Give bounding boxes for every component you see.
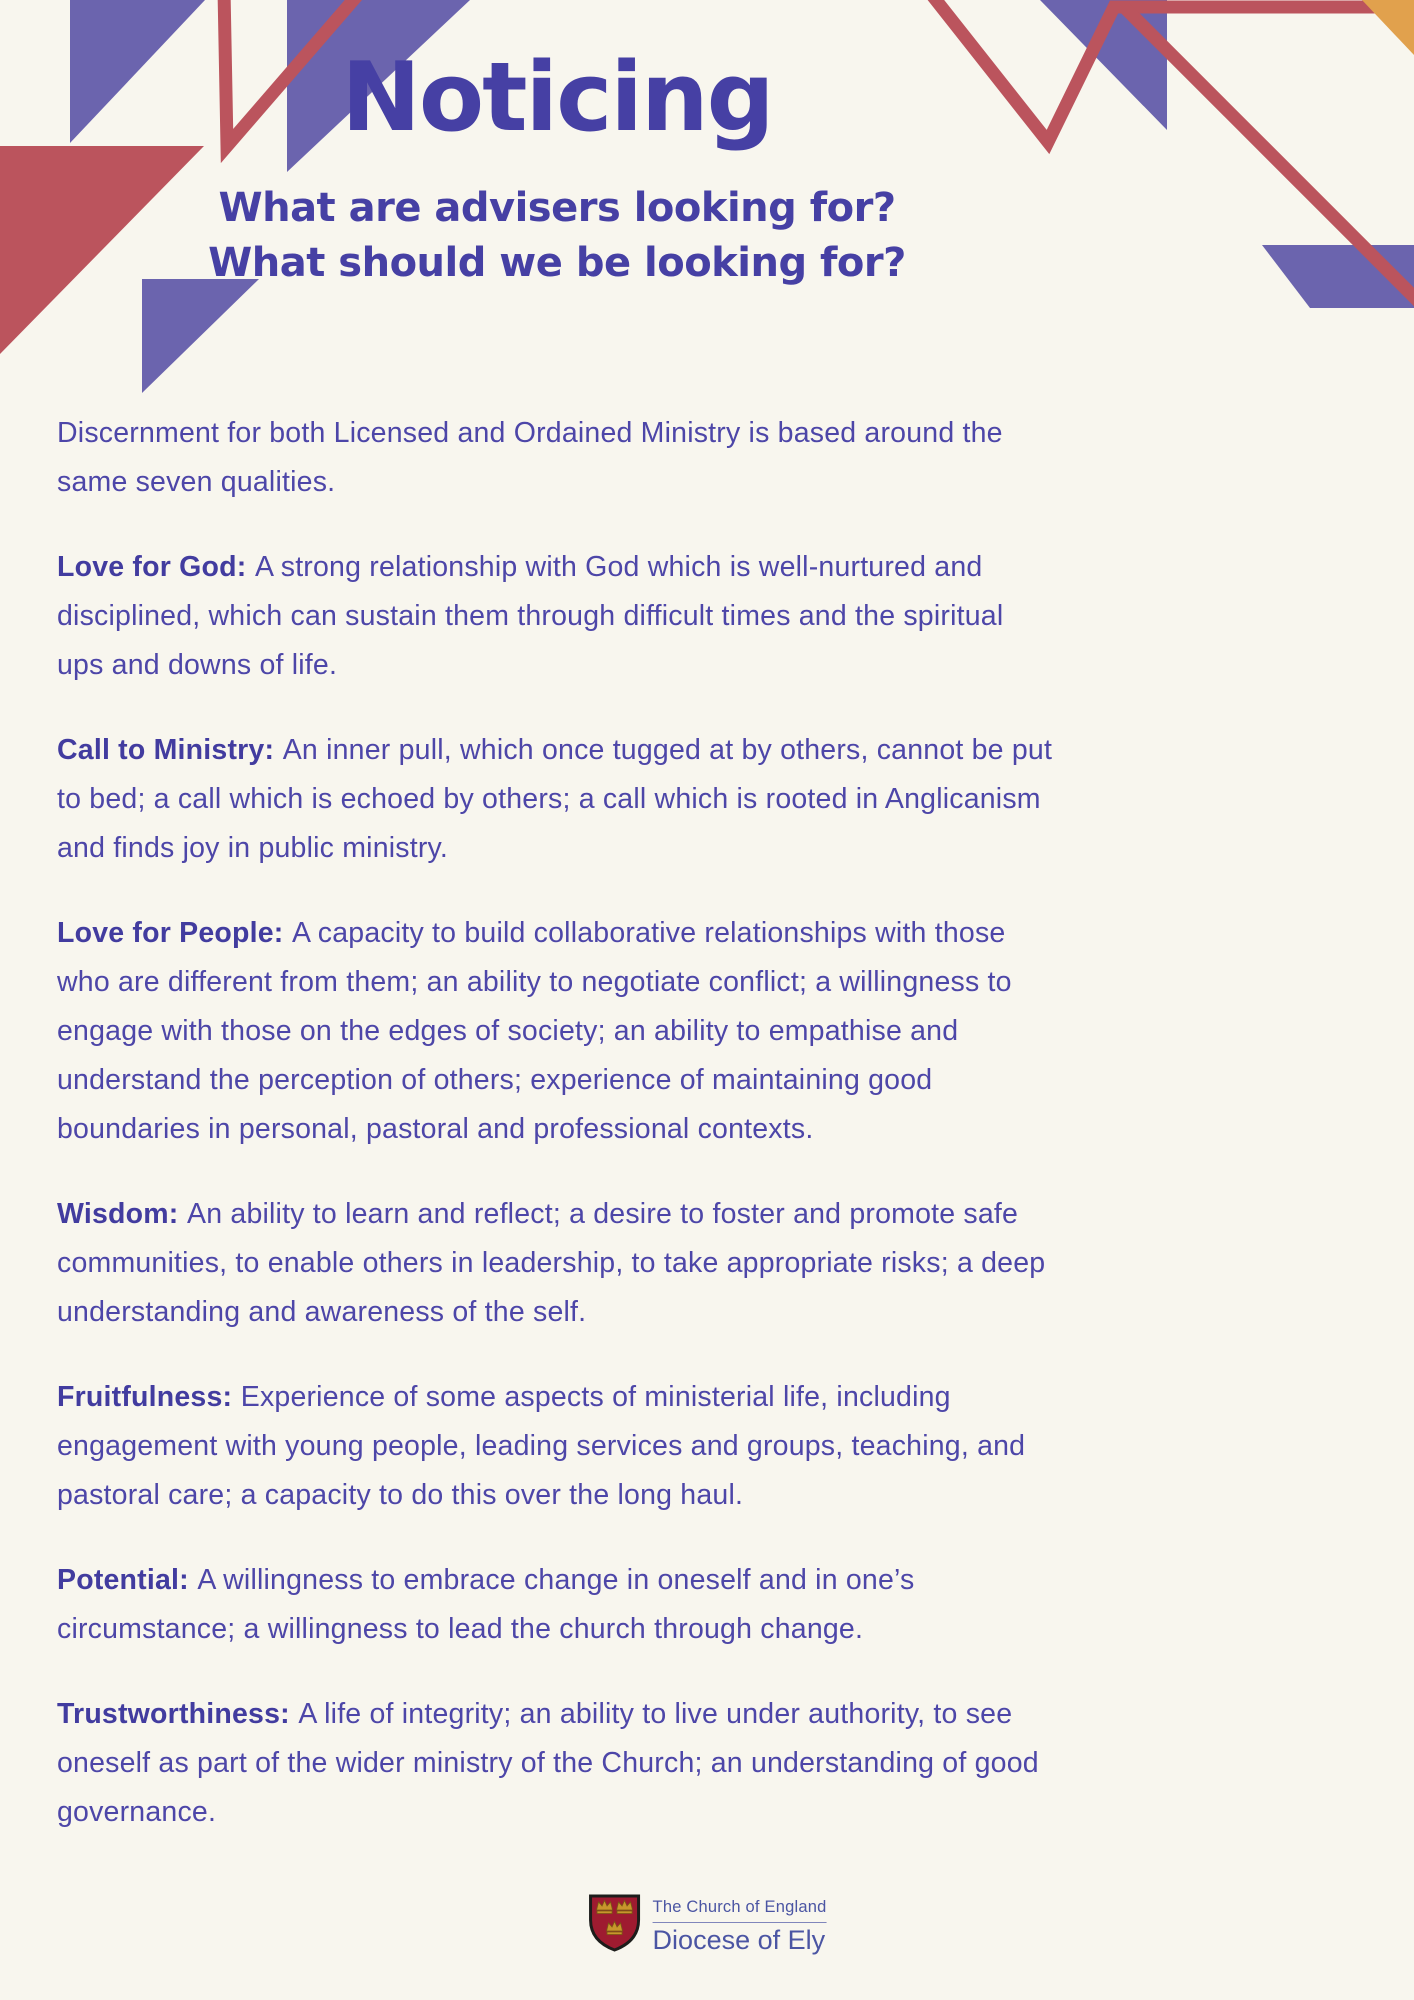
- quality-label: Potential:: [57, 1563, 189, 1596]
- intro-paragraph: Discernment for both Licensed and Ordained Ministry is based around the same seven qualities.: [57, 416, 1003, 498]
- subtitle: [57, 181, 1057, 291]
- page-title: Noticing: [341, 43, 773, 153]
- quality-text: A capacity to build collaborative relationships with those who are different from them; an ability to negotiate conflict; a willingness to engage with those on the edges of society; an ability to empathise and understand the perception of others; experience of maintaining good boundaries in personal, pastoral and professional contexts.: [57, 916, 1012, 1145]
- body-text: [57, 409, 1057, 1837]
- shield-icon: [588, 1893, 642, 1953]
- quality-paragraph-fruitfulness: [57, 1373, 1057, 1520]
- quality-text: A strong relationship with God which is well-nurtured and disciplined, which can sustain them through difficult times and the spiritual ups and downs of life.: [57, 550, 1004, 681]
- quality-text: Experience of some aspects of ministerial life, including engagement with young people, leading services and groups, teaching, and pastoral care; a capacity to do this over the long haul.: [57, 1380, 1026, 1511]
- quality-label: Fruitfulness:: [57, 1380, 233, 1413]
- quality-label: Call to Ministry:: [57, 733, 275, 766]
- logo-org-name: The Church of England: [653, 1898, 827, 1923]
- subtitle-line-2: What should we be looking for?: [208, 239, 906, 286]
- logo-diocese-name: Diocese of Ely: [652, 1925, 826, 1955]
- content-column: [57, 0, 1057, 1837]
- quality-paragraph-call-to-ministry: [57, 726, 1057, 873]
- quality-paragraph-potential: [57, 1556, 1057, 1654]
- decor-diagonal-top-right: [1124, 7, 1414, 303]
- quality-text: A willingness to embrace change in oneself and in one’s circumstance; a willingness to lead the church through change.: [57, 1563, 915, 1645]
- decor-triangle-corner-orange: [1362, 0, 1414, 55]
- quality-paragraph-wisdom: [57, 1190, 1057, 1337]
- logo-text: [653, 1893, 827, 1956]
- quality-paragraph-love-for-god: [57, 543, 1057, 690]
- quality-text: An inner pull, which once tugged at by others, cannot be put to bed; a call which is echoed by others; a call which is rooted in Anglicanism and finds joy in public ministry.: [57, 733, 1053, 864]
- quality-text: An ability to learn and reflect; a desire to foster and promote safe communities, to enable others in leadership, to take appropriate risks; a deep understanding and awareness of the self.: [57, 1197, 1046, 1328]
- church-of-england-logo: [588, 1893, 827, 1956]
- quality-text: A life of integrity; an ability to live under authority, to see oneself as part of the wider ministry of the Church; an understanding of good governance.: [57, 1697, 1039, 1828]
- quality-label: Wisdom:: [57, 1197, 179, 1230]
- quality-label: Love for God:: [57, 550, 247, 583]
- quality-label: Love for People:: [57, 916, 284, 949]
- quality-paragraph-trustworthiness: [57, 1690, 1057, 1837]
- subtitle-line-1: What are advisers looking for?: [218, 184, 896, 231]
- quality-paragraph-love-for-people: [57, 909, 1057, 1154]
- quality-label: Trustworthiness:: [57, 1697, 290, 1730]
